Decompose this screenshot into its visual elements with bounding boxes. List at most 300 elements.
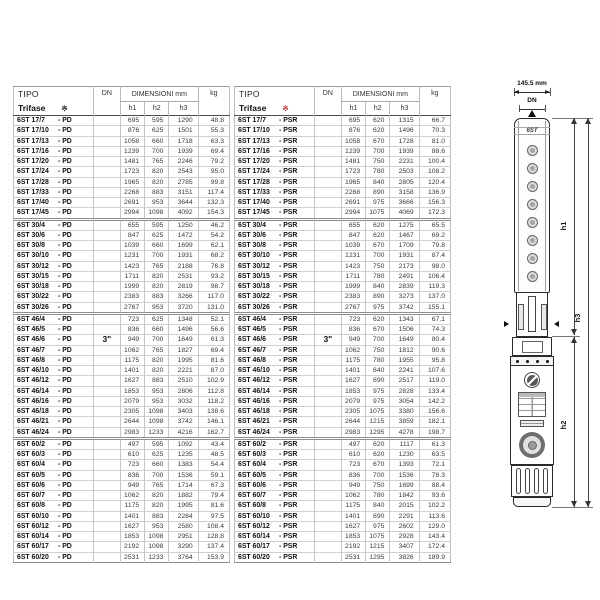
h2-cell: 1215 bbox=[366, 542, 390, 552]
h3-cell: 3666 bbox=[390, 198, 419, 208]
motor-label-bar bbox=[520, 420, 544, 427]
kg-cell: 43.4 bbox=[198, 438, 229, 449]
model-cell: 6ST 30/22 - PSR bbox=[235, 292, 315, 302]
h2-cell: 660 bbox=[145, 325, 169, 335]
dn-cell bbox=[314, 187, 341, 197]
dim-h1-label: h1 bbox=[559, 221, 568, 231]
dn-cell bbox=[314, 146, 341, 156]
h3-cell: 2221 bbox=[169, 366, 198, 376]
model-cell: 6ST 17/20 - PD bbox=[14, 157, 94, 167]
h1-cell: 610 bbox=[120, 450, 144, 460]
kg-cell: 81.0 bbox=[419, 136, 450, 146]
model-cell: 6ST 46/24 - PSR bbox=[235, 427, 315, 438]
h1-cell: 1423 bbox=[120, 261, 144, 271]
dn-cell bbox=[314, 261, 341, 271]
h3-cell: 3407 bbox=[390, 542, 419, 552]
kg-cell: 70.3 bbox=[419, 126, 450, 136]
table-row bbox=[235, 241, 451, 251]
h2-cell: 840 bbox=[366, 282, 390, 292]
h3-cell: 1250 bbox=[169, 219, 198, 230]
h3-cell: 1315 bbox=[390, 116, 419, 126]
h3-cell: 1931 bbox=[390, 251, 419, 261]
table-row bbox=[14, 417, 230, 427]
h2-cell: 595 bbox=[145, 438, 169, 449]
dn-cell bbox=[314, 208, 341, 219]
h3-cell: 4069 bbox=[390, 208, 419, 219]
h1-cell: 695 bbox=[120, 116, 144, 126]
model-cell: 6ST 60/12 - PD bbox=[14, 521, 94, 531]
kg-cell: 95.8 bbox=[419, 355, 450, 365]
table-row bbox=[235, 427, 451, 438]
kg-cell: 48.5 bbox=[198, 450, 229, 460]
kg-cell: 162.7 bbox=[198, 427, 229, 438]
kg-cell: 79.8 bbox=[419, 241, 450, 251]
kg-cell: 81.6 bbox=[198, 501, 229, 511]
col-header-kg: kg bbox=[419, 87, 450, 116]
model-cell: 6ST 60/12 - PSR bbox=[235, 521, 315, 531]
model-cell: 6ST 60/4 - PD bbox=[14, 460, 94, 470]
table-row bbox=[235, 470, 451, 480]
h1-cell: 1999 bbox=[341, 282, 365, 292]
table-row bbox=[14, 116, 230, 126]
note-symbol: ※ bbox=[282, 104, 289, 114]
h1-cell: 723 bbox=[341, 313, 365, 324]
model-cell: 6ST 30/18 - PD bbox=[14, 282, 94, 292]
kg-cell: 143.4 bbox=[419, 532, 450, 542]
h3-cell: 1939 bbox=[390, 146, 419, 156]
model-cell: 6ST 17/28 - PSR bbox=[235, 177, 315, 187]
h3-cell: 1092 bbox=[169, 438, 198, 449]
kg-cell: 137.4 bbox=[198, 542, 229, 552]
h3-cell: 2015 bbox=[390, 501, 419, 511]
h2-cell: 670 bbox=[366, 325, 390, 335]
model-cell: 6ST 60/5 - PSR bbox=[235, 470, 315, 480]
kg-cell: 118.2 bbox=[198, 396, 229, 406]
h1-cell: 1481 bbox=[341, 157, 365, 167]
model-cell: 6ST 30/8 - PSR bbox=[235, 241, 315, 251]
dn-cell bbox=[93, 251, 120, 261]
h2-cell: 780 bbox=[366, 491, 390, 501]
dn-cell bbox=[93, 219, 120, 230]
bolt-icon bbox=[526, 360, 529, 363]
dn-cell bbox=[93, 241, 120, 251]
dn-cell bbox=[314, 386, 341, 396]
kg-cell: 172.4 bbox=[419, 542, 450, 552]
h3-cell: 2543 bbox=[169, 167, 198, 177]
dn-cell bbox=[93, 230, 120, 240]
kg-cell: 198.7 bbox=[419, 427, 450, 438]
h1-cell: 2192 bbox=[341, 542, 365, 552]
h1-cell: 949 bbox=[341, 335, 365, 345]
model-cell: 6ST 46/7 - PSR bbox=[235, 345, 315, 355]
dn-cell bbox=[93, 491, 120, 501]
kg-cell: 81.6 bbox=[198, 355, 229, 365]
model-cell: 6ST 60/17 - PD bbox=[14, 542, 94, 552]
h3-cell: 3151 bbox=[169, 187, 198, 197]
kg-cell: 76.8 bbox=[198, 261, 229, 271]
h1-cell: 1062 bbox=[120, 345, 144, 355]
h1-cell: 2983 bbox=[120, 427, 144, 438]
dn-cell bbox=[314, 511, 341, 521]
h2-cell: 700 bbox=[145, 470, 169, 480]
cable-clamp bbox=[518, 304, 524, 330]
dn-cell bbox=[93, 187, 120, 197]
model-cell: 6ST 46/6 - PD bbox=[14, 335, 94, 345]
table-row bbox=[14, 396, 230, 406]
h3-cell: 1649 bbox=[169, 335, 198, 345]
h3-cell: 2517 bbox=[390, 376, 419, 386]
h3-cell: 1393 bbox=[390, 460, 419, 470]
h1-cell: 2983 bbox=[341, 427, 365, 438]
table-row bbox=[235, 355, 451, 365]
dn-cell bbox=[314, 126, 341, 136]
model-cell: 6ST 46/18 - PSR bbox=[235, 407, 315, 417]
h3-cell: 4216 bbox=[169, 427, 198, 438]
h3-cell: 1536 bbox=[169, 470, 198, 480]
model-cell: 6ST 30/12 - PSR bbox=[235, 261, 315, 271]
model-cell: 6ST 60/6 - PD bbox=[14, 480, 94, 490]
table-row bbox=[235, 271, 451, 281]
table-row bbox=[14, 302, 230, 313]
table-row bbox=[14, 450, 230, 460]
h2-cell: 953 bbox=[145, 386, 169, 396]
pump-stage-port bbox=[527, 235, 538, 246]
kg-cell: 131.0 bbox=[198, 302, 229, 313]
h3-cell: 1842 bbox=[390, 491, 419, 501]
kg-cell: 156.6 bbox=[419, 407, 450, 417]
dn-cell bbox=[314, 292, 341, 302]
kg-cell: 108.4 bbox=[198, 521, 229, 531]
h1-cell: 1853 bbox=[120, 532, 144, 542]
cable-guard-slot bbox=[528, 296, 536, 332]
dn-cell bbox=[314, 230, 341, 240]
dn-cell bbox=[93, 271, 120, 281]
h2-cell: 840 bbox=[366, 501, 390, 511]
h2-cell: 595 bbox=[145, 116, 169, 126]
dn-cell bbox=[314, 480, 341, 490]
h1-cell: 1627 bbox=[120, 521, 144, 531]
h2-cell: 820 bbox=[145, 167, 169, 177]
h3-cell: 1955 bbox=[390, 355, 419, 365]
h1-cell: 2994 bbox=[120, 208, 144, 219]
kg-cell: 155.1 bbox=[419, 302, 450, 313]
table-row bbox=[14, 480, 230, 490]
h1-cell: 2691 bbox=[120, 198, 144, 208]
table-row bbox=[14, 407, 230, 417]
h2-cell: 660 bbox=[145, 136, 169, 146]
table-row bbox=[14, 386, 230, 396]
h3-cell: 1467 bbox=[390, 230, 419, 240]
model-cell: 6ST 46/7 - PD bbox=[14, 345, 94, 355]
kg-cell: 98.0 bbox=[419, 261, 450, 271]
h2-cell: 820 bbox=[145, 177, 169, 187]
dn-cell bbox=[93, 136, 120, 146]
model-cell: 6ST 17/7 - PSR bbox=[238, 117, 298, 124]
h2-cell: 620 bbox=[366, 450, 390, 460]
h1-cell: 2305 bbox=[120, 407, 144, 417]
model-cell: 6ST 60/3 - PD bbox=[14, 450, 94, 460]
model-cell: 6ST 46/21 - PD bbox=[14, 417, 94, 427]
dim-arrow-icon bbox=[514, 90, 519, 94]
h1-cell: 949 bbox=[120, 480, 144, 490]
h1-cell: 2079 bbox=[341, 396, 365, 406]
h1-cell: 1175 bbox=[120, 501, 144, 511]
table-row bbox=[14, 460, 230, 470]
model-cell: 6ST 46/24 - PD bbox=[14, 427, 94, 438]
h2-cell: 750 bbox=[366, 157, 390, 167]
dn-cell bbox=[314, 366, 341, 376]
h1-cell: 1175 bbox=[341, 501, 365, 511]
h2-cell: 820 bbox=[145, 491, 169, 501]
dn-cell bbox=[314, 460, 341, 470]
h3-cell: 1230 bbox=[390, 450, 419, 460]
kg-cell: 108.2 bbox=[419, 167, 450, 177]
model-cell: 6ST 46/4 - PD bbox=[14, 313, 94, 324]
table-row bbox=[14, 282, 230, 292]
kg-cell: 56.6 bbox=[198, 325, 229, 335]
model-cell: 6ST 17/45 - PD bbox=[14, 208, 94, 219]
table-row bbox=[14, 552, 230, 562]
h1-cell: 2268 bbox=[120, 187, 144, 197]
table-row bbox=[235, 251, 451, 261]
kg-cell: 80.4 bbox=[419, 335, 450, 345]
dn-cell bbox=[93, 532, 120, 542]
kg-cell: 132.3 bbox=[198, 198, 229, 208]
h2-cell: 820 bbox=[145, 271, 169, 281]
kg-cell: 69.2 bbox=[419, 230, 450, 240]
h3-cell: 2602 bbox=[390, 521, 419, 531]
h2-cell: 700 bbox=[145, 146, 169, 156]
model-cell: 6ST 60/20 - PSR bbox=[235, 552, 315, 562]
motor-nameplate bbox=[518, 392, 546, 417]
h3-cell: 3742 bbox=[169, 417, 198, 427]
dn-cell bbox=[314, 282, 341, 292]
bolt-icon bbox=[536, 360, 539, 363]
dn-cell bbox=[314, 450, 341, 460]
dn-cell bbox=[93, 396, 120, 406]
h3-cell: 2531 bbox=[169, 271, 198, 281]
h2-cell: 660 bbox=[145, 460, 169, 470]
table-row bbox=[235, 292, 451, 302]
model-cell: 6ST 46/5 - PD bbox=[14, 325, 94, 335]
suction-port bbox=[519, 432, 545, 458]
model-cell: 6ST 60/2 - PD bbox=[14, 438, 94, 449]
h2-cell: 890 bbox=[366, 511, 390, 521]
h3-cell: 2928 bbox=[390, 532, 419, 542]
table-row bbox=[235, 501, 451, 511]
dim-width-label: 145.5 mm bbox=[517, 80, 547, 87]
table-row bbox=[14, 177, 230, 187]
dn-cell bbox=[314, 396, 341, 406]
h1-cell: 1711 bbox=[341, 271, 365, 281]
h2-cell: 625 bbox=[145, 230, 169, 240]
h2-cell: 750 bbox=[366, 345, 390, 355]
model-cell: 6ST 46/21 - PSR bbox=[235, 417, 315, 427]
table-row bbox=[235, 302, 451, 313]
table-row bbox=[14, 146, 230, 156]
model-cell: 6ST 30/26 - PSR bbox=[235, 302, 315, 313]
table-body-psr bbox=[235, 116, 451, 563]
h1-cell: 1965 bbox=[120, 177, 144, 187]
h2-cell: 883 bbox=[145, 187, 169, 197]
table-row bbox=[14, 542, 230, 552]
model-cell: 6ST 46/16 - PD bbox=[14, 396, 94, 406]
h2-cell: 820 bbox=[145, 501, 169, 511]
kg-cell: 142.2 bbox=[419, 396, 450, 406]
model-cell: 6ST 46/10 - PSR bbox=[235, 366, 315, 376]
kg-cell: 106.4 bbox=[419, 271, 450, 281]
dn-cell bbox=[314, 407, 341, 417]
model-cell: 6ST 60/14 - PD bbox=[14, 532, 94, 542]
h3-cell: 1275 bbox=[390, 219, 419, 230]
table-row bbox=[235, 417, 451, 427]
h3-cell: 1995 bbox=[169, 355, 198, 365]
dn-cell bbox=[93, 366, 120, 376]
h3-cell: 2951 bbox=[169, 532, 198, 542]
dn-cell bbox=[93, 126, 120, 136]
kg-cell: 93.2 bbox=[198, 271, 229, 281]
h2-cell: 1098 bbox=[145, 407, 169, 417]
model-cell: 6ST 17/45 - PSR bbox=[235, 208, 315, 219]
table-row bbox=[14, 470, 230, 480]
col-header-kg: kg bbox=[198, 87, 229, 116]
table-row bbox=[235, 177, 451, 187]
table-row bbox=[235, 386, 451, 396]
kg-cell: 133.4 bbox=[419, 386, 450, 396]
col-header-h3: h3 bbox=[169, 102, 198, 116]
kg-cell: 52.1 bbox=[198, 313, 229, 324]
h1-cell: 2531 bbox=[120, 552, 144, 562]
kg-cell: 78.3 bbox=[419, 470, 450, 480]
model-cell: 6ST 60/6 - PSR bbox=[235, 480, 315, 490]
h2-cell: 620 bbox=[366, 219, 390, 230]
dn-cell bbox=[93, 313, 120, 324]
col-header-h1: h1 bbox=[341, 102, 365, 116]
model-cell: 6ST 46/14 - PD bbox=[14, 386, 94, 396]
h1-cell: 610 bbox=[341, 450, 365, 460]
bolt-icon bbox=[546, 360, 549, 363]
table-row bbox=[235, 376, 451, 386]
table-row bbox=[235, 282, 451, 292]
table-row bbox=[235, 198, 451, 208]
h3-cell: 1117 bbox=[390, 438, 419, 449]
table-row bbox=[235, 552, 451, 562]
dim-h2-label: h2 bbox=[559, 420, 568, 430]
dn-cell bbox=[314, 470, 341, 480]
table-row bbox=[235, 460, 451, 470]
kg-cell: 117.4 bbox=[198, 187, 229, 197]
dn-cell bbox=[93, 157, 120, 167]
h1-cell: 847 bbox=[120, 230, 144, 240]
table-row bbox=[14, 157, 230, 167]
table-row bbox=[14, 208, 230, 219]
h1-cell: 1239 bbox=[341, 146, 365, 156]
dim-dn-label: DN bbox=[527, 97, 537, 104]
dn-cell bbox=[93, 292, 120, 302]
h2-cell: 750 bbox=[366, 261, 390, 271]
model-cell: 6ST 60/7 - PSR bbox=[235, 491, 315, 501]
h3-cell: 2839 bbox=[390, 282, 419, 292]
h2-cell: 750 bbox=[366, 480, 390, 490]
h2-cell: 700 bbox=[366, 146, 390, 156]
table-row bbox=[235, 167, 451, 177]
kg-cell: 87.4 bbox=[419, 251, 450, 261]
model-cell: 6ST 46/16 - PSR bbox=[235, 396, 315, 406]
spec-table-pd bbox=[13, 86, 230, 563]
h2-cell: 1295 bbox=[366, 552, 390, 562]
dn-cell bbox=[314, 241, 341, 251]
dim-arrow-icon bbox=[571, 329, 577, 335]
h1-cell: 876 bbox=[341, 126, 365, 136]
dim-h3-line bbox=[588, 118, 589, 507]
h1-cell: 2767 bbox=[341, 302, 365, 313]
h1-cell: 1853 bbox=[341, 386, 365, 396]
h3-cell: 3266 bbox=[169, 292, 198, 302]
h2-cell: 820 bbox=[145, 355, 169, 365]
h1-cell: 2994 bbox=[341, 208, 365, 219]
h1-cell: 695 bbox=[341, 116, 365, 126]
h2-cell: 670 bbox=[366, 136, 390, 146]
model-cell: 6ST 30/15 - PD bbox=[14, 271, 94, 281]
dn-cell bbox=[314, 167, 341, 177]
dim-arrow-icon bbox=[585, 501, 591, 507]
dn-cell bbox=[314, 271, 341, 281]
kg-cell: 137.0 bbox=[419, 292, 450, 302]
table-row bbox=[235, 208, 451, 219]
h2-cell: 625 bbox=[145, 313, 169, 324]
h3-cell: 1472 bbox=[169, 230, 198, 240]
model-cell: 6ST 60/14 - PSR bbox=[235, 532, 315, 542]
trifase-label: Trifase bbox=[239, 103, 267, 114]
table-row bbox=[235, 491, 451, 501]
kg-cell: 138.6 bbox=[198, 407, 229, 417]
model-cell: 6ST 60/2 - PSR bbox=[235, 438, 315, 449]
h3-cell: 3273 bbox=[390, 292, 419, 302]
dn-cell bbox=[314, 417, 341, 427]
model-cell: 6ST 30/6 - PSR bbox=[235, 230, 315, 240]
model-cell: 6ST 17/28 - PD bbox=[14, 177, 94, 187]
dn-cell bbox=[314, 302, 341, 313]
kg-cell: 72.1 bbox=[419, 460, 450, 470]
h1-cell: 836 bbox=[341, 470, 365, 480]
h3-cell: 2173 bbox=[390, 261, 419, 271]
h2-cell: 620 bbox=[366, 126, 390, 136]
table-row bbox=[14, 251, 230, 261]
dn-cell bbox=[314, 542, 341, 552]
model-cell: 6ST 30/18 - PSR bbox=[235, 282, 315, 292]
dim-tick bbox=[545, 105, 546, 112]
dim-arrow-icon bbox=[571, 118, 577, 124]
dn-cell bbox=[93, 460, 120, 470]
trifase-label: Trifase bbox=[18, 103, 46, 114]
h1-cell: 1231 bbox=[341, 251, 365, 261]
table-row bbox=[14, 230, 230, 240]
h1-cell: 1039 bbox=[341, 241, 365, 251]
dn-cell bbox=[314, 438, 341, 449]
kg-cell: 90.6 bbox=[419, 345, 450, 355]
h2-cell: 780 bbox=[366, 271, 390, 281]
h1-cell: 2192 bbox=[120, 542, 144, 552]
table-row bbox=[235, 325, 451, 335]
h3-cell: 2231 bbox=[390, 157, 419, 167]
kg-cell: 67.1 bbox=[419, 313, 450, 324]
h1-cell: 2767 bbox=[120, 302, 144, 313]
dn-cell bbox=[93, 450, 120, 460]
kg-cell: 93.6 bbox=[419, 491, 450, 501]
col-header-dn: DN bbox=[314, 87, 341, 116]
motor-bottom-cap bbox=[513, 497, 551, 507]
h2-cell: 1233 bbox=[145, 552, 169, 562]
